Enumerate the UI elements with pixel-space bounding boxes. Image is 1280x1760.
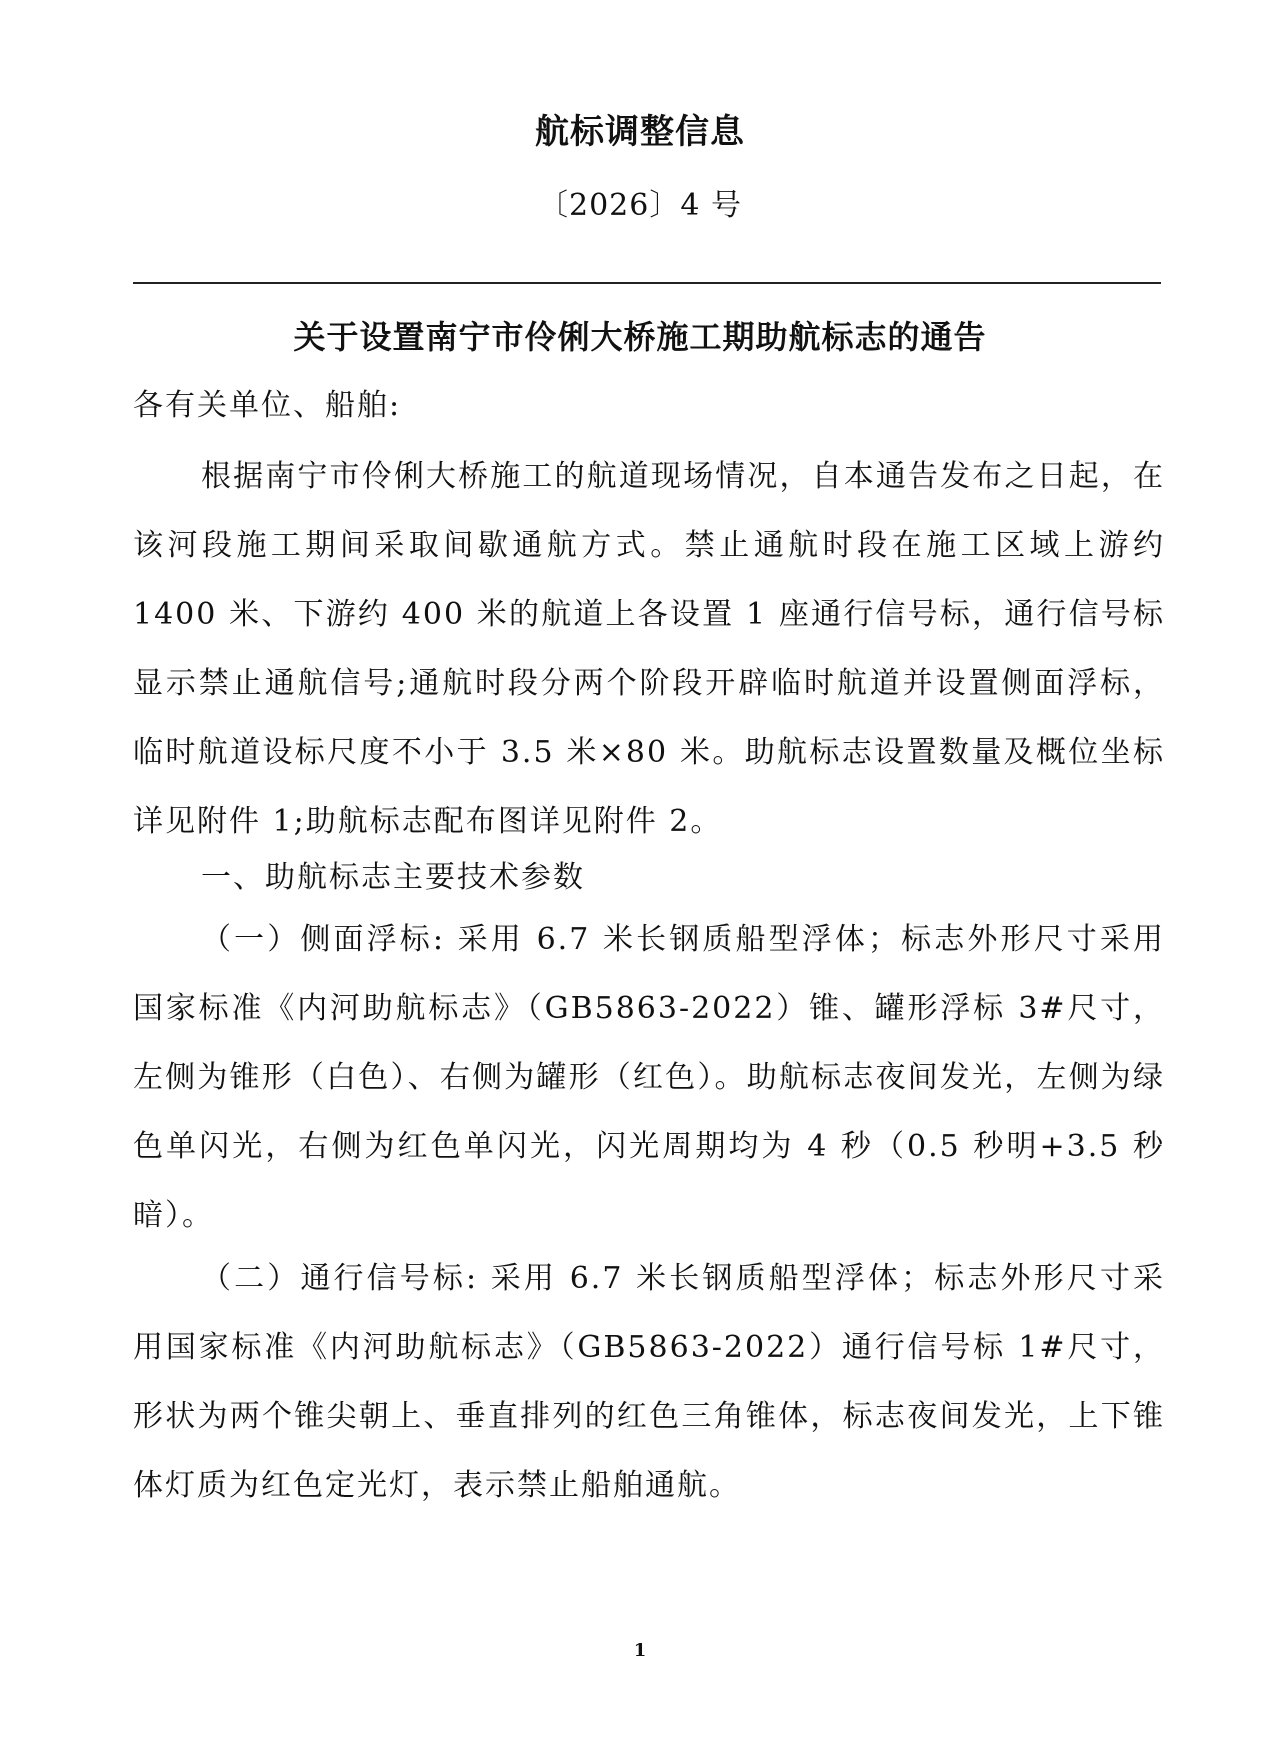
- header-divider: [133, 282, 1161, 284]
- paragraph-intro: 根据南宁市伶俐大桥施工的航道现场情况，自本通告发布之日起，在该河段施工期间采取间歇通航方式。禁止通航时段在施工区域上游约 1400 米、下游约 400 米的航道上各设置 1 座通行信号标，通行信号标显示禁止通航信号;通航时段分两个阶段开辟临时航道并设置侧面浮标，临时航道设标尺度不小于 3.5 米×80 米。助航标志设置数量及概位坐标详见附件 1;助航标志配布图详见附件 2。: [133, 459, 1165, 839]
- salutation: 各有关单位、船舶:: [133, 388, 402, 423]
- notice-title: 关于设置南宁市伶俐大桥施工期助航标志的通告: [293, 318, 987, 356]
- paragraph-signal-mark: （二）通行信号标: 采用 6.7 米长钢质船型浮体；标志外形尺寸采用国家标准《内河助航标志》（GB5863-2022）通行信号标 1#尺寸，形状为两个锥尖朝上、垂直排列的红色三角锥体，标志夜间发光，上下锥体灯质为红色定光灯，表示禁止船舶通航。: [133, 1261, 1165, 1503]
- issue-number: 〔2026〕4 号: [538, 188, 742, 223]
- paragraph-side-buoy: （一）侧面浮标: 采用 6.7 米长钢质船型浮体；标志外形尺寸采用国家标准《内河助航标志》（GB5863-2022）锥、罐形浮标 3#尺寸，左侧为锥形（白色）、右侧为罐形（红色）。助航标志夜间发光，左侧为绿色单闪光，右侧为红色单闪光，闪光周期均为 4 秒（0.5 秒明+3.5 秒暗）。: [133, 922, 1165, 1233]
- header-title: 航标调整信息: [535, 112, 745, 152]
- section-heading: 一、助航标志主要技术参数: [201, 860, 585, 895]
- page-number: 1: [633, 1640, 647, 1661]
